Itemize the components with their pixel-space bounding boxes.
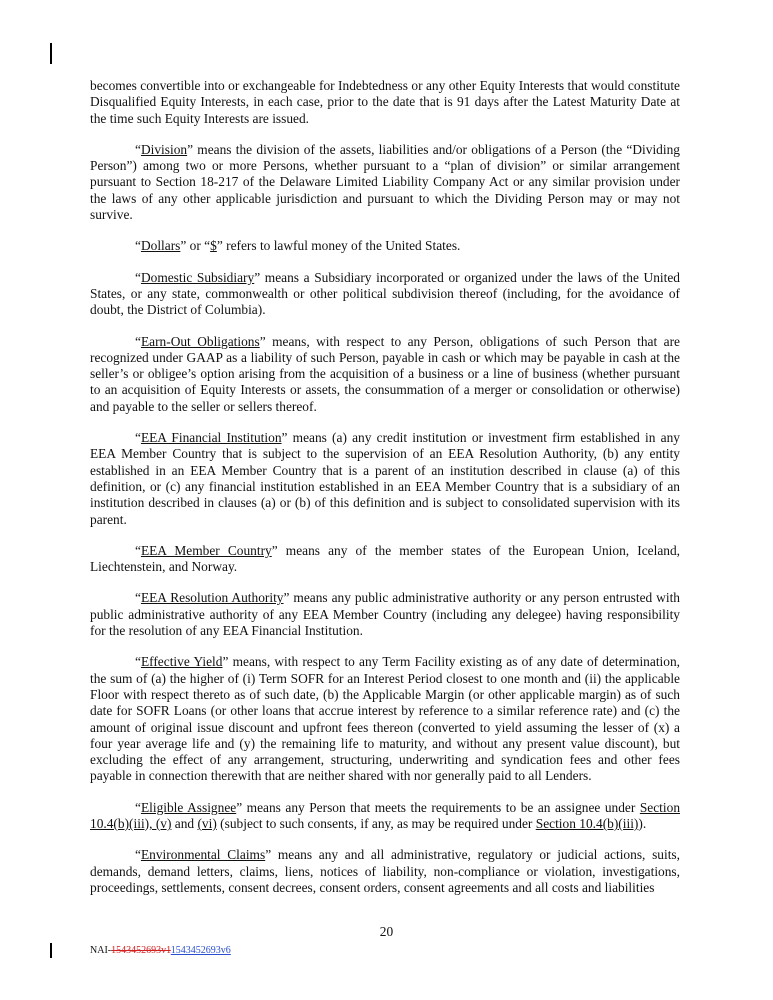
- definition-text: ” means any of the member states of the European Union, Iceland, Liechtenstein, and Norway.: [90, 542, 680, 575]
- section-reference: Section 10.4(b)(iii): [535, 815, 639, 831]
- definition-text: ” means, with respect to any Person, obligations of such Person that are recognized under GAAP as a liability of such Person, payable in cash or which may be payable in cash at the seller’s or obligee’s option arising from the acquisition of a business or a line of business (whether pursuant to an acquisition of Equity Interests or assets, the consummation of a merger or consolidation or otherwise) and payable to the seller or sellers thereof.: [90, 333, 680, 414]
- defined-term: Dollars: [140, 238, 181, 254]
- definition-effective-yield: [90, 654, 680, 784]
- defined-term: Environmental Claims: [140, 847, 266, 863]
- definition-dollars: [90, 238, 680, 254]
- defined-term-symbol: $: [210, 238, 217, 254]
- defined-term: Eligible Assignee: [140, 799, 237, 815]
- definition-text: ).: [638, 815, 647, 831]
- open-quote: “: [135, 654, 141, 670]
- definition-eea-financial-institution: [90, 430, 680, 528]
- footer-inserted-version: 1543452693v6: [170, 945, 231, 956]
- definition-eea-member-country: [90, 543, 680, 576]
- definition-domestic-subsidiary: [90, 270, 680, 319]
- document-body: [90, 78, 680, 911]
- definition-division: [90, 142, 680, 223]
- section-reference: (vi): [197, 815, 217, 831]
- definition-text: ” means, with respect to any Term Facility existing as of any date of determination, the sum of (a) the higher of (i) Term SOFR for an Interest Period closest to one month and (ii) the applicable Floor with respect thereto as of such date, (b) the Applicable Margin (or other applicable margin) as of such date for SOFR Loans (or other loans that accrue interest by reference to a similar reference rate) and (c) the amount of original issue discount and upfront fees thereon (converted to yield assuming the lesser of (x) a four year average life and (y) the remaining life to maturity, and without any present value discount), but excluding the effect of any arrangement, structuring, underwriting and syndication fees and other fees payable in connection therewith that are neither shared with nor generally paid to all Lenders.: [90, 654, 680, 784]
- defined-term: Effective Yield: [140, 654, 223, 670]
- footer-deleted-version: 1543452693v1: [111, 945, 171, 956]
- definition-text: ” means any and all administrative, regulatory or judicial actions, suits, demands, demand letters, claims, liens, notices of liability, non-compliance or violation, investigations, proceedings, settlements, consent decrees, consent orders, consent agreements and all costs and liabilities: [90, 847, 680, 895]
- definition-text: ” means (a) any credit institution or investment firm established in any EEA Member Country that is subject to the supervision of an EEA Resolution Authority, (b) any entity established in an EEA Member Country that is a parent of an institution described in clause (a) of this definition, or (c) any financial institution established in an EEA Member Country that is a subsidiary of an institution described in clauses (a) or (b) of this definition and is subject to consolidated supervision with its parent.: [90, 430, 680, 527]
- defined-term: EEA Financial Institution: [140, 430, 282, 446]
- open-quote: “: [135, 590, 141, 606]
- open-quote: “: [135, 141, 141, 157]
- definition-environmental-claims: [90, 847, 680, 896]
- definition-text: ” means any public administrative authority or any person entrusted with public administrative authority of any EEA Member Country (including any delegee) having responsibility for the resolution of any EEA Financial Institution.: [90, 590, 680, 639]
- definition-eligible-assignee: [90, 800, 680, 833]
- definition-text: ” means the division of the assets, liabilities and/or obligations of a Person (the “Dividing Person”) among two or more Persons, whether pursuant to a “plan of division” or similar arrangement pursuant to Section 18-217 of the Delaware Limited Liability Company Act or any similar provision under the laws of any other applicable jurisdiction and pursuant to which the Dividing Person may or may not survive.: [90, 141, 680, 223]
- change-bar-bottom: [50, 943, 52, 958]
- definition-text: and: [171, 815, 198, 831]
- definition-earn-out: [90, 334, 680, 415]
- definition-eea-resolution-authority: [90, 590, 680, 639]
- open-quote: “: [135, 269, 141, 285]
- defined-term: Domestic Subsidiary: [140, 269, 255, 285]
- page-number: 20: [379, 924, 394, 939]
- open-quote: “: [135, 333, 141, 349]
- definition-text: ” refers to lawful money of the United States.: [216, 238, 461, 254]
- open-quote: “: [135, 799, 141, 815]
- open-quote: “: [135, 542, 141, 558]
- section-reference: Section 10.4(b)(iii), (v): [90, 799, 681, 831]
- change-bar-top: [50, 43, 52, 64]
- open-quote: “: [135, 430, 141, 446]
- defined-term: EEA Resolution Authority: [140, 590, 284, 606]
- definition-text: ” means any Person that meets the requirements to be an assignee under: [236, 799, 640, 815]
- paragraph-continuation: [90, 78, 680, 127]
- definition-text: (subject to such consents, if any, as may be required under: [216, 815, 536, 831]
- paragraph-text: becomes convertible into or exchangeable for Indebtedness or any other Equity Interests that would constitute Disqualified Equity Interests, in each case, prior to the date that is 91 days after the Latest Maturity Date at the time such Equity Interests are issued.: [90, 78, 680, 126]
- defined-term: EEA Member Country: [140, 542, 272, 558]
- document-footer-id: [90, 945, 231, 956]
- open-quote: “: [135, 238, 141, 254]
- definition-text: ” means a Subsidiary incorporated or organized under the laws of the United States, or any state, commonwealth or other political subdivision thereof (including, for the avoidance of doubt, the District of Columbia).: [90, 269, 680, 318]
- defined-term: Division: [140, 141, 188, 157]
- term-separator: ” or “: [180, 238, 211, 254]
- defined-term: Earn-Out Obligations: [140, 333, 260, 349]
- footer-prefix: NAI-: [90, 945, 112, 956]
- open-quote: “: [135, 847, 141, 863]
